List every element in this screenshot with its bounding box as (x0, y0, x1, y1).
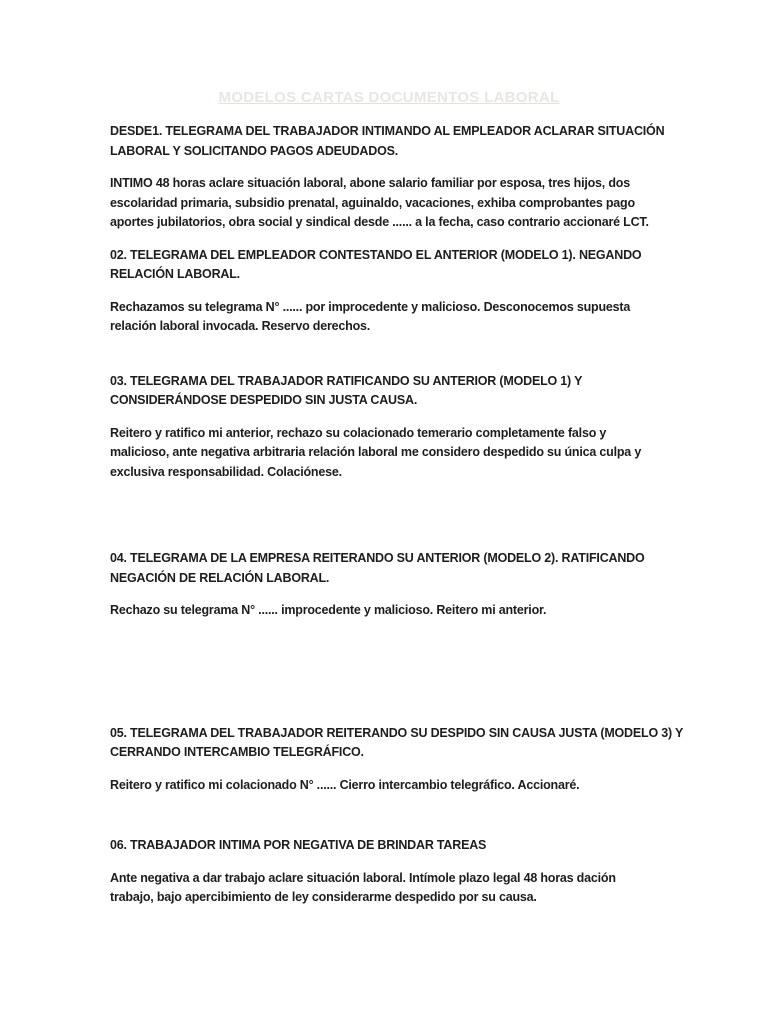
body-line: relación laboral invocada. Reservo derechos. (110, 319, 371, 333)
body-line: Ante negativa a dar trabajo aclare situación laboral. Intímole plazo legal 48 horas dación (110, 870, 616, 885)
section-06 (110, 836, 668, 908)
heading-line: DESDE1. TELEGRAMA DEL TRABAJADOR INTIMANDO AL EMPLEADOR ACLARAR SITUACIÓN (110, 124, 665, 138)
section-06-body (110, 869, 668, 908)
body-line: malicioso, ante negativa arbitraria relación laboral me considero despedido su única culpa y (110, 445, 642, 459)
heading-line: 03. TELEGRAMA DEL TRABAJADOR RATIFICANDO SU ANTERIOR (MODELO 1) Y (110, 373, 583, 388)
section-02-heading (110, 246, 668, 285)
heading-line: 04. TELEGRAMA DE LA EMPRESA REITERANDO SU ANTERIOR (MODELO 2). RATIFICANDO (110, 551, 645, 565)
section-01-body (110, 174, 668, 233)
section-01-heading (110, 122, 668, 161)
section-04 (110, 549, 668, 621)
body-line: Rechazamos su telegrama N° ...... por improcedente y malicioso. Desconocemos supuesta (110, 299, 631, 314)
section-03 (110, 372, 668, 483)
body-line: exclusiva responsabilidad. Colaciónese. (110, 464, 342, 479)
section-05-heading (110, 724, 684, 763)
heading-line: 06. TRABAJADOR INTIMA POR NEGATIVA DE BRINDAR TAREAS (110, 838, 487, 852)
body-line: Rechazo su telegrama N° ...... improcedente y malicioso. Reitero mi anterior. (110, 603, 547, 617)
body-line: escolaridad primaria, subsidio prenatal, aguinaldo, vacaciones, exhiba comprobantes pago (110, 195, 635, 210)
heading-line: RELACIÓN LABORAL. (110, 267, 240, 281)
heading-line: CONSIDERÁNDOSE DESPEDIDO SIN JUSTA CAUSA. (110, 393, 418, 407)
section-02-body (110, 298, 668, 337)
section-05-body (110, 776, 668, 796)
section-06-heading (110, 836, 668, 856)
section-03-body (110, 424, 668, 483)
section-04-heading (110, 549, 668, 588)
body-line: Reitero y ratifico mi colacionado N° ...... Cierro intercambio telegráfico. Accionaré. (110, 777, 580, 792)
body-line: INTIMO 48 horas aclare situación laboral, abone salario familiar por esposa, tres hijos, dos (110, 176, 630, 190)
section-02 (110, 246, 668, 337)
document-title: MODELOS CARTAS DOCUMENTOS LABORAL (218, 89, 560, 106)
heading-line: NEGACIÓN DE RELACIÓN LABORAL. (110, 570, 330, 585)
body-line: aportes jubilatorios, obra social y sindical desde ...... a la fecha, caso contrario accionaré LCT. (110, 215, 649, 229)
section-03-heading (110, 372, 668, 411)
section-01 (110, 122, 668, 233)
section-05 (110, 724, 684, 796)
body-line: Reitero y ratifico mi anterior, rechazo su colacionado temerario completamente falso y (110, 425, 607, 440)
section-04-body (110, 601, 668, 621)
heading-line: 05. TELEGRAMA DEL TRABAJADOR REITERANDO SU DESPIDO SIN CAUSA JUSTA (MODELO 3) Y (110, 725, 684, 740)
heading-line: 02. TELEGRAMA DEL EMPLEADOR CONTESTANDO EL ANTERIOR (MODELO 1). NEGANDO (110, 247, 642, 262)
heading-line: CERRANDO INTERCAMBIO TELEGRÁFICO. (110, 745, 364, 759)
body-line: trabajo, bajo apercibimiento de ley considerarme despedido por su causa. (110, 890, 537, 904)
heading-line: LABORAL Y SOLICITANDO PAGOS ADEUDADOS. (110, 143, 399, 158)
